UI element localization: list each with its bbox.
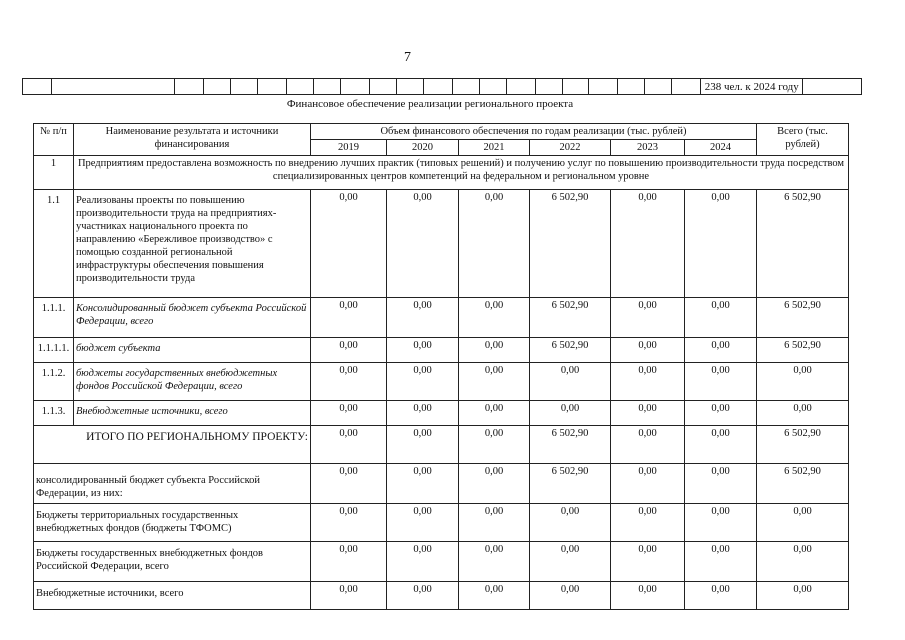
row-total: 6 502,90 — [757, 338, 849, 363]
total-value: 0,00 — [459, 582, 530, 610]
row-num: 1.1.2. — [34, 363, 74, 401]
row-total: 0,00 — [757, 363, 849, 401]
row-value: 0,00 — [387, 363, 459, 401]
strip-cell — [589, 79, 618, 94]
row-value: 0,00 — [311, 338, 387, 363]
section-num: 1 — [34, 156, 74, 190]
year-header: 2022 — [530, 140, 611, 156]
total-value: 0,00 — [311, 582, 387, 610]
total-value: 0,00 — [611, 464, 685, 504]
row-label: бюджет субъекта — [74, 338, 311, 363]
row-value: 0,00 — [685, 363, 757, 401]
table-row — [34, 401, 849, 426]
total-value: 0,00 — [530, 504, 611, 542]
total-label: консолидированный бюджет субъекта Российской Федерации, из них: — [34, 464, 311, 504]
total-value: 0,00 — [685, 504, 757, 542]
row-value: 6 502,90 — [530, 338, 611, 363]
total-value: 0,00 — [311, 504, 387, 542]
row-value: 0,00 — [459, 401, 530, 426]
header-num: № п/п — [34, 124, 74, 156]
total-sum: 6 502,90 — [757, 464, 849, 504]
row-value: 0,00 — [530, 363, 611, 401]
financing-table — [33, 123, 849, 610]
total-row — [34, 464, 849, 504]
row-value: 0,00 — [311, 363, 387, 401]
total-row — [34, 504, 849, 542]
total-value: 0,00 — [459, 464, 530, 504]
row-value: 0,00 — [685, 190, 757, 298]
row-value: 0,00 — [611, 338, 685, 363]
section-text: Предприятиям предоставлена возможность по внедрению лучших практик (типовых решений) и получению услуг по повышению производительности труда посредством специализированных центров компетенций на федеральном и региональном уровне — [74, 156, 849, 190]
row-total: 6 502,90 — [757, 298, 849, 338]
row-value: 6 502,90 — [530, 298, 611, 338]
total-value: 0,00 — [387, 504, 459, 542]
row-total: 6 502,90 — [757, 190, 849, 298]
row-value: 0,00 — [611, 401, 685, 426]
total-value: 6 502,90 — [530, 426, 611, 464]
row-value: 0,00 — [311, 298, 387, 338]
total-value: 0,00 — [611, 582, 685, 610]
row-value: 0,00 — [387, 338, 459, 363]
table-row — [34, 190, 849, 298]
strip-cell — [52, 79, 175, 94]
total-value: 0,00 — [611, 542, 685, 582]
table-title: Финансовое обеспечение реализации регионального проекта — [286, 98, 574, 110]
row-value: 0,00 — [387, 401, 459, 426]
strip-cell — [175, 79, 204, 94]
row-value: 0,00 — [311, 401, 387, 426]
total-value: 0,00 — [387, 542, 459, 582]
section-row — [34, 156, 849, 190]
strip-cell — [23, 79, 52, 94]
strip-cell — [370, 79, 397, 94]
total-value: 0,00 — [685, 542, 757, 582]
total-value: 0,00 — [311, 426, 387, 464]
strip-cell — [424, 79, 453, 94]
header-total: Всего (тыс. рублей) — [757, 124, 849, 156]
year-header: 2024 — [685, 140, 757, 156]
year-header: 2020 — [387, 140, 459, 156]
total-value: 0,00 — [387, 582, 459, 610]
total-value: 0,00 — [459, 504, 530, 542]
strip-cell — [231, 79, 258, 94]
total-value: 0,00 — [459, 426, 530, 464]
total-value: 0,00 — [530, 582, 611, 610]
strip-cell — [258, 79, 287, 94]
total-value: 0,00 — [387, 426, 459, 464]
strip-cell — [341, 79, 370, 94]
total-value: 0,00 — [459, 542, 530, 582]
total-label: ИТОГО ПО РЕГИОНАЛЬНОМУ ПРОЕКТУ: — [34, 426, 311, 464]
total-value: 0,00 — [311, 464, 387, 504]
total-sum: 0,00 — [757, 542, 849, 582]
strip-cell — [287, 79, 314, 94]
total-value: 6 502,90 — [530, 464, 611, 504]
row-value: 0,00 — [530, 401, 611, 426]
row-value: 0,00 — [611, 298, 685, 338]
total-label: Бюджеты государственных внебюджетных фондов Российской Федерации, всего — [34, 542, 311, 582]
row-label: Внебюджетные источники, всего — [74, 401, 311, 426]
strip-cell — [618, 79, 645, 94]
strip-cell — [453, 79, 480, 94]
table-row — [34, 363, 849, 401]
row-num: 1.1 — [34, 190, 74, 298]
row-value: 6 502,90 — [530, 190, 611, 298]
strip-cell — [536, 79, 563, 94]
header-volume: Объем финансового обеспечения по годам реализации (тыс. рублей) — [311, 124, 757, 140]
strip-cell — [645, 79, 672, 94]
total-value: 0,00 — [611, 426, 685, 464]
total-sum: 0,00 — [757, 504, 849, 542]
strip-cell — [507, 79, 536, 94]
strip-cell — [397, 79, 424, 94]
header-row — [34, 124, 849, 140]
table-row — [34, 338, 849, 363]
total-row — [34, 542, 849, 582]
table-row — [34, 298, 849, 338]
row-label: бюджеты государственных внебюджетных фондов Российской Федерации, всего — [74, 363, 311, 401]
strip-cell — [563, 79, 590, 94]
total-row — [34, 426, 849, 464]
strip-note: 238 чел. к 2024 году — [701, 79, 803, 94]
total-value: 0,00 — [530, 542, 611, 582]
strip-cell — [480, 79, 507, 94]
row-value: 0,00 — [459, 298, 530, 338]
row-label: Реализованы проекты по повышению производительности труда на предприятиях-участниках национального проекта по направлению «Бережливое производство» с помощью созданной региональной инфраструктуры обеспечения повышения производительности труда — [74, 190, 311, 298]
strip-cell — [314, 79, 341, 94]
row-value: 0,00 — [685, 298, 757, 338]
total-row — [34, 582, 849, 610]
row-num: 1.1.1. — [34, 298, 74, 338]
total-label: Внебюджетные источники, всего — [34, 582, 311, 610]
year-header: 2021 — [459, 140, 530, 156]
row-value: 0,00 — [311, 190, 387, 298]
row-value: 0,00 — [459, 363, 530, 401]
row-value: 0,00 — [611, 190, 685, 298]
row-num: 1.1.3. — [34, 401, 74, 426]
total-value: 0,00 — [611, 504, 685, 542]
row-value: 0,00 — [611, 363, 685, 401]
total-sum: 6 502,90 — [757, 426, 849, 464]
page-number: 7 — [404, 50, 411, 65]
strip-cell — [672, 79, 701, 94]
total-sum: 0,00 — [757, 582, 849, 610]
row-total: 0,00 — [757, 401, 849, 426]
row-value: 0,00 — [685, 338, 757, 363]
total-label: Бюджеты территориальных государственных внебюджетных фондов (бюджеты ТФОМС) — [34, 504, 311, 542]
row-label: Консолидированный бюджет субъекта Российской Федерации, всего — [74, 298, 311, 338]
strip-cell — [204, 79, 231, 94]
year-header: 2019 — [311, 140, 387, 156]
total-value: 0,00 — [311, 542, 387, 582]
row-value: 0,00 — [459, 190, 530, 298]
year-header: 2023 — [611, 140, 685, 156]
total-value: 0,00 — [685, 582, 757, 610]
total-value: 0,00 — [387, 464, 459, 504]
strip-cell — [803, 79, 861, 94]
header-name: Наименование результата и источники финансирования — [74, 124, 311, 156]
row-value: 0,00 — [387, 298, 459, 338]
total-value: 0,00 — [685, 464, 757, 504]
top-strip-table — [22, 78, 862, 95]
row-num: 1.1.1.1. — [34, 338, 74, 363]
row-value: 0,00 — [459, 338, 530, 363]
row-value: 0,00 — [387, 190, 459, 298]
total-value: 0,00 — [685, 426, 757, 464]
row-value: 0,00 — [685, 401, 757, 426]
